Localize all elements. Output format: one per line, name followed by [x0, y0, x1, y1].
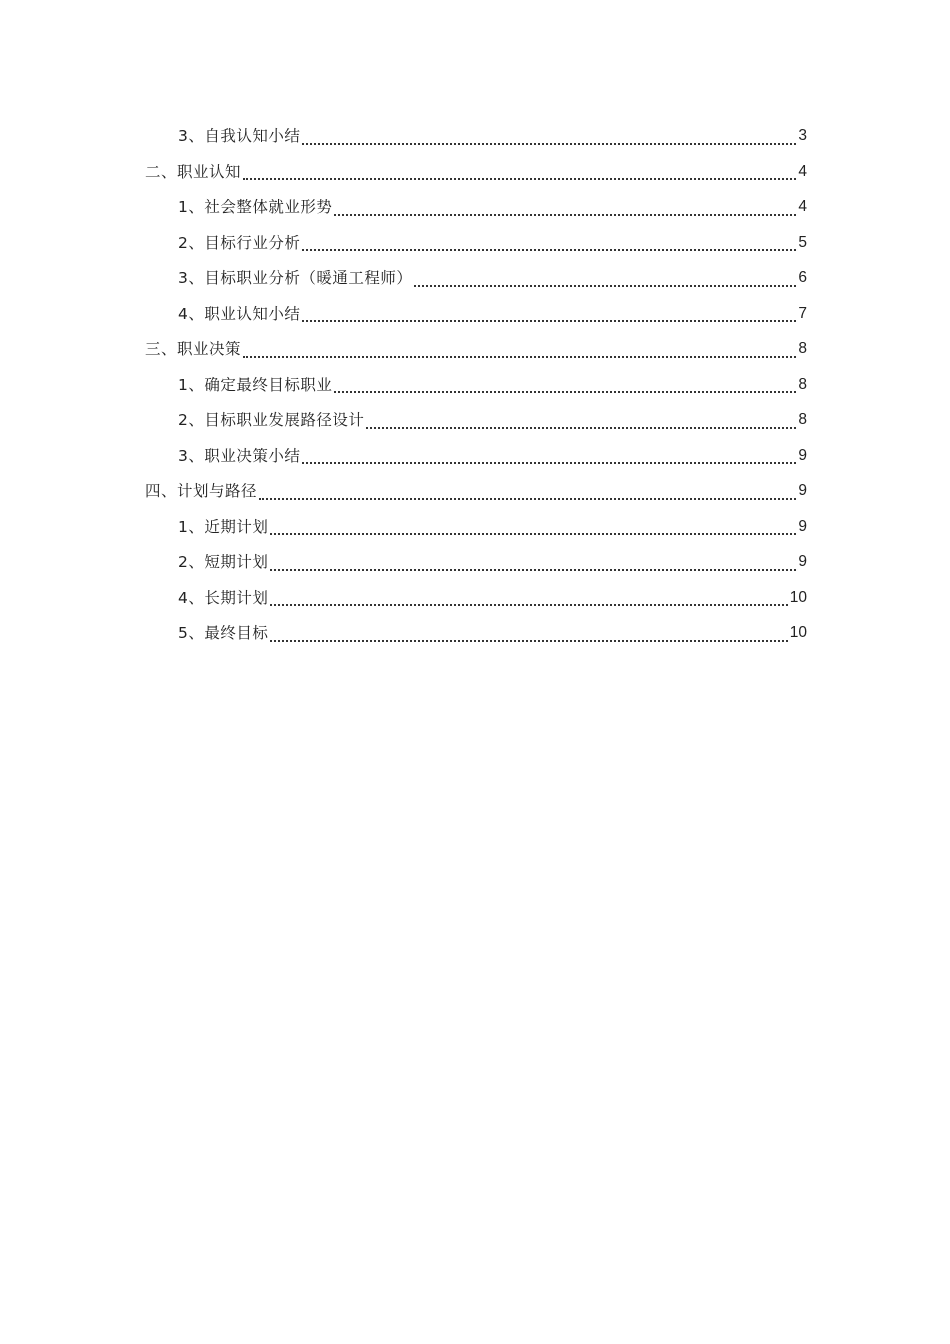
toc-page-number: 7	[798, 304, 807, 322]
toc-entry[interactable]	[145, 473, 807, 509]
toc-entry-label: 2、目标职业发展路径设计	[178, 411, 365, 429]
toc-dot-leader	[302, 461, 796, 464]
toc-dot-leader	[270, 603, 787, 606]
toc-dot-leader	[270, 568, 796, 571]
toc-entry[interactable]	[178, 544, 807, 580]
toc-dot-leader	[259, 497, 796, 500]
toc-entry-label: 三、职业决策	[145, 340, 242, 358]
toc-entry[interactable]	[178, 509, 807, 545]
toc-page-number: 3	[798, 127, 807, 144]
toc-entry[interactable]	[178, 118, 807, 154]
toc-entry[interactable]	[178, 296, 807, 332]
toc-entry-label: 1、社会整体就业形势	[178, 198, 333, 216]
toc-dot-leader	[302, 319, 796, 322]
toc-entry[interactable]	[178, 189, 807, 225]
toc-entry[interactable]	[178, 615, 807, 651]
toc-page-number: 9	[798, 482, 807, 499]
toc-entry-label: 2、短期计划	[178, 553, 269, 571]
toc-page-number: 5	[798, 233, 807, 251]
toc-dot-leader	[243, 355, 796, 358]
toc-entry-label: 四、计划与路径	[145, 482, 258, 500]
toc-dot-leader	[302, 142, 796, 145]
toc-page-number: 6	[798, 269, 807, 286]
toc-page-number: 4	[798, 198, 807, 215]
toc-entry-label: 二、职业认知	[145, 162, 242, 181]
toc-entry[interactable]	[178, 260, 807, 296]
toc-page-number: 10	[789, 624, 807, 641]
toc-entry-label: 5、最终目标	[178, 624, 269, 642]
toc-dot-leader	[270, 532, 796, 535]
toc-entry[interactable]	[178, 438, 807, 474]
toc-dot-leader	[334, 213, 796, 216]
toc-page-number: 4	[798, 162, 807, 180]
toc-page-number: 9	[798, 446, 807, 464]
toc-entry[interactable]	[145, 154, 807, 190]
toc-dot-leader	[414, 284, 796, 287]
toc-entry-label: 3、自我认知小结	[178, 127, 301, 145]
toc-entry[interactable]	[178, 225, 807, 261]
toc-entry-label: 3、职业决策小结	[178, 446, 301, 465]
toc-entry-label: 1、近期计划	[178, 517, 269, 536]
toc-dot-leader	[302, 248, 796, 251]
toc-page-number: 9	[798, 517, 807, 535]
toc-entry-label: 2、目标行业分析	[178, 233, 301, 252]
toc-page-number: 8	[798, 375, 807, 393]
toc-entry-label: 4、长期计划	[178, 588, 269, 607]
toc-dot-leader	[270, 639, 787, 642]
toc-entry[interactable]	[145, 331, 807, 367]
toc-entry-label: 4、职业认知小结	[178, 304, 301, 323]
toc-entry-label: 3、目标职业分析（暖通工程师）	[178, 269, 413, 287]
toc-entry[interactable]	[178, 367, 807, 403]
toc-page-number: 8	[798, 340, 807, 357]
toc-page-number: 9	[798, 553, 807, 570]
toc-dot-leader	[366, 426, 796, 429]
toc-dot-leader	[334, 390, 796, 393]
toc-dot-leader	[243, 177, 796, 180]
toc-entry[interactable]	[178, 580, 807, 616]
toc-page-number: 8	[798, 411, 807, 428]
toc-page-number: 10	[789, 588, 807, 606]
toc-entry[interactable]	[178, 402, 807, 438]
toc-entry-label: 1、确定最终目标职业	[178, 375, 333, 394]
